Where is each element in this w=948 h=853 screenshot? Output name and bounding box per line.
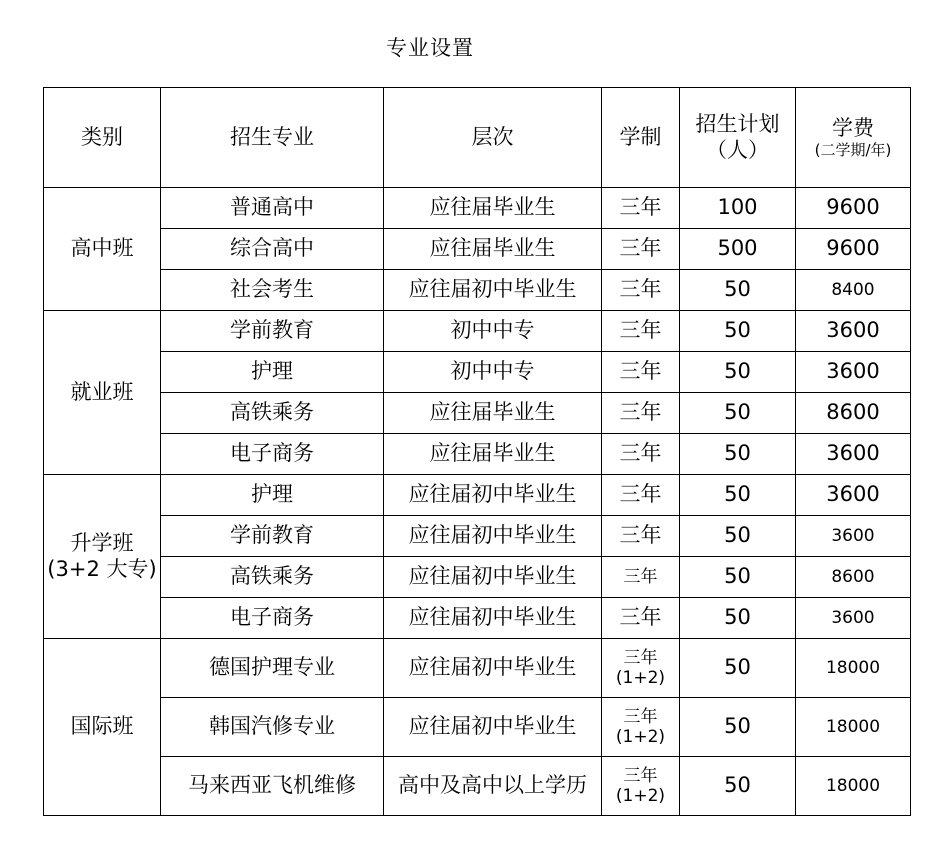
duration-note: (1+2) bbox=[615, 668, 666, 688]
level-cell: 应往届毕业生 bbox=[384, 229, 602, 270]
table-row bbox=[44, 698, 911, 757]
major-cell: 韩国汽修专业 bbox=[161, 698, 384, 757]
level-cell: 高中及高中以上学历 bbox=[384, 757, 602, 816]
table-row bbox=[44, 270, 911, 311]
duration-label: 三年 bbox=[623, 647, 658, 668]
major-cell: 德国护理专业 bbox=[161, 639, 384, 698]
duration-label: 三年 bbox=[623, 765, 658, 786]
category-sublabel: (3+2 大专) bbox=[47, 556, 157, 581]
header-category: 类别 bbox=[44, 88, 161, 188]
plan-cell: 50 bbox=[680, 270, 796, 311]
level-cell: 初中中专 bbox=[384, 352, 602, 393]
header-level: 层次 bbox=[384, 88, 602, 188]
header-row bbox=[44, 88, 911, 188]
plan-cell: 50 bbox=[680, 516, 796, 557]
major-cell: 学前教育 bbox=[161, 516, 384, 557]
major-cell: 护理 bbox=[161, 352, 384, 393]
majors-table bbox=[43, 87, 911, 816]
fee-cell: 18000 bbox=[796, 757, 911, 816]
major-cell: 社会考生 bbox=[161, 270, 384, 311]
duration-cell: 三年 bbox=[602, 188, 680, 229]
level-cell: 应往届初中毕业生 bbox=[384, 516, 602, 557]
fee-cell: 3600 bbox=[796, 516, 911, 557]
table-row bbox=[44, 639, 911, 698]
header-major: 招生专业 bbox=[161, 88, 384, 188]
header-plan bbox=[680, 88, 796, 188]
table-row bbox=[44, 352, 911, 393]
duration-cell: 三年 bbox=[602, 311, 680, 352]
plan-cell: 100 bbox=[680, 188, 796, 229]
level-cell: 应往届毕业生 bbox=[384, 434, 602, 475]
major-cell: 高铁乘务 bbox=[161, 393, 384, 434]
major-cell: 马来西亚飞机维修 bbox=[161, 757, 384, 816]
header-plan-line2: （人） bbox=[706, 137, 769, 162]
header-plan-line1: 招生计划 bbox=[695, 112, 780, 137]
plan-cell: 50 bbox=[680, 698, 796, 757]
level-cell: 应往届毕业生 bbox=[384, 393, 602, 434]
header-fee-line2: (二学期/年) bbox=[814, 141, 892, 160]
level-cell: 应往届初中毕业生 bbox=[384, 698, 602, 757]
major-cell: 普通高中 bbox=[161, 188, 384, 229]
category-label: 升学班 bbox=[70, 531, 134, 556]
duration-cell: 三年 bbox=[602, 393, 680, 434]
plan-cell: 50 bbox=[680, 434, 796, 475]
duration-cell: 三年 bbox=[602, 434, 680, 475]
header-fee-line1: 学费 bbox=[832, 115, 874, 140]
plan-cell: 50 bbox=[680, 311, 796, 352]
category-cell: 就业班 bbox=[44, 311, 161, 475]
duration-label: 三年 bbox=[623, 706, 658, 727]
plan-cell: 50 bbox=[680, 475, 796, 516]
fee-cell: 18000 bbox=[796, 698, 911, 757]
duration-cell bbox=[602, 698, 680, 757]
level-cell: 应往届初中毕业生 bbox=[384, 598, 602, 639]
duration-cell bbox=[602, 639, 680, 698]
duration-note: (1+2) bbox=[615, 727, 666, 747]
plan-cell: 50 bbox=[680, 757, 796, 816]
major-cell: 高铁乘务 bbox=[161, 557, 384, 598]
major-cell: 电子商务 bbox=[161, 598, 384, 639]
duration-cell: 三年 bbox=[602, 516, 680, 557]
table-row bbox=[44, 475, 911, 516]
level-cell: 应往届初中毕业生 bbox=[384, 475, 602, 516]
major-cell: 护理 bbox=[161, 475, 384, 516]
duration-cell: 三年 bbox=[602, 557, 680, 598]
table-row bbox=[44, 311, 911, 352]
duration-cell: 三年 bbox=[602, 352, 680, 393]
table-row bbox=[44, 188, 911, 229]
table-row bbox=[44, 229, 911, 270]
table-row bbox=[44, 393, 911, 434]
fee-cell: 3600 bbox=[796, 352, 911, 393]
plan-cell: 50 bbox=[680, 393, 796, 434]
plan-cell: 50 bbox=[680, 352, 796, 393]
duration-cell: 三年 bbox=[602, 270, 680, 311]
level-cell: 初中中专 bbox=[384, 311, 602, 352]
duration-cell: 三年 bbox=[602, 475, 680, 516]
plan-cell: 50 bbox=[680, 598, 796, 639]
plan-cell: 500 bbox=[680, 229, 796, 270]
fee-cell: 8600 bbox=[796, 393, 911, 434]
category-cell: 国际班 bbox=[44, 639, 161, 816]
fee-cell: 3600 bbox=[796, 434, 911, 475]
fee-cell: 3600 bbox=[796, 311, 911, 352]
duration-cell: 三年 bbox=[602, 598, 680, 639]
table-row bbox=[44, 598, 911, 639]
duration-cell: 三年 bbox=[602, 229, 680, 270]
fee-cell: 3600 bbox=[796, 475, 911, 516]
fee-cell: 18000 bbox=[796, 639, 911, 698]
major-cell: 学前教育 bbox=[161, 311, 384, 352]
table-row bbox=[44, 434, 911, 475]
category-cell bbox=[44, 475, 161, 639]
category-cell: 高中班 bbox=[44, 188, 161, 311]
plan-cell: 50 bbox=[680, 639, 796, 698]
duration-cell bbox=[602, 757, 680, 816]
level-cell: 应往届初中毕业生 bbox=[384, 557, 602, 598]
table-row bbox=[44, 757, 911, 816]
fee-cell: 9600 bbox=[796, 229, 911, 270]
level-cell: 应往届初中毕业生 bbox=[384, 639, 602, 698]
level-cell: 应往届毕业生 bbox=[384, 188, 602, 229]
major-cell: 电子商务 bbox=[161, 434, 384, 475]
fee-cell: 8400 bbox=[796, 270, 911, 311]
header-fee bbox=[796, 88, 911, 188]
table-row bbox=[44, 516, 911, 557]
header-duration: 学制 bbox=[602, 88, 680, 188]
duration-note: (1+2) bbox=[615, 786, 666, 806]
fee-cell: 8600 bbox=[796, 557, 911, 598]
level-cell: 应往届初中毕业生 bbox=[384, 270, 602, 311]
major-cell: 综合高中 bbox=[161, 229, 384, 270]
page-title: 专业设置 bbox=[386, 36, 474, 60]
table-row bbox=[44, 557, 911, 598]
fee-cell: 3600 bbox=[796, 598, 911, 639]
fee-cell: 9600 bbox=[796, 188, 911, 229]
plan-cell: 50 bbox=[680, 557, 796, 598]
